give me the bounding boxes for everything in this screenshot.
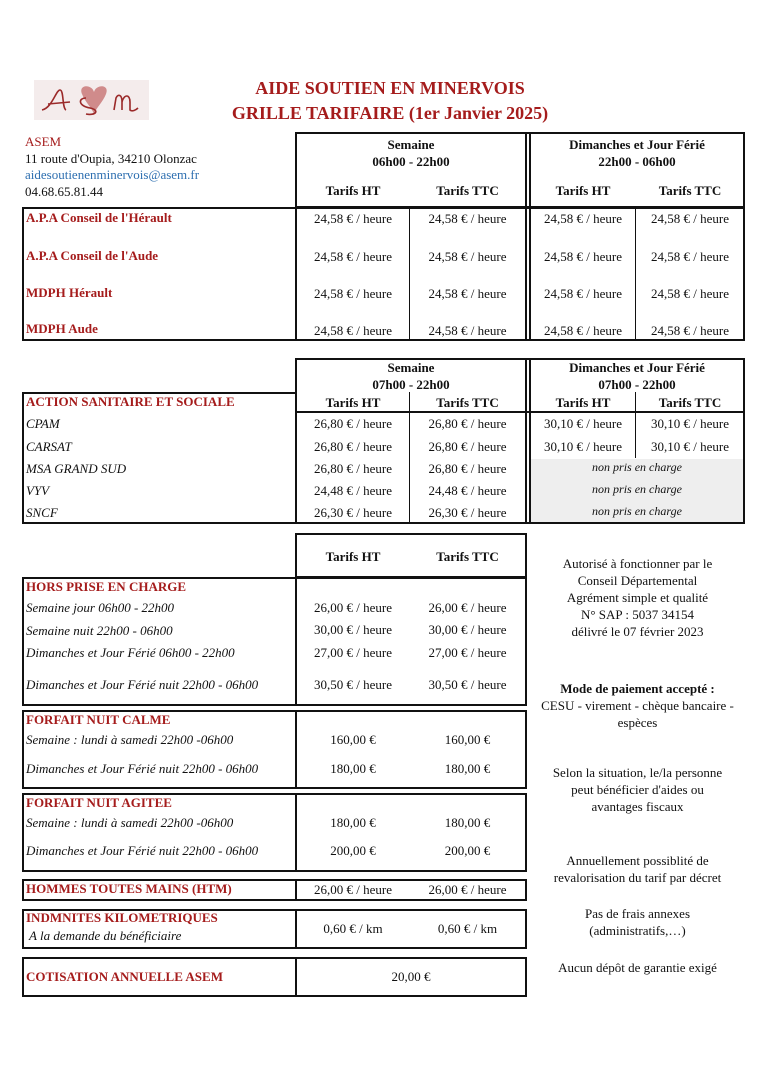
cell-value: 26,80 € / heure [314, 461, 392, 476]
row-label: SNCF [26, 505, 58, 520]
table1-body-box [22, 207, 745, 341]
cell-value: 26,80 € / heure [428, 416, 507, 431]
authorization-note: Autorisé à fonctionner par le Conseil Départemental Agrément simple et qualité N° SAP : 5037 34154 délivré le 07 février 2023 [562, 556, 713, 639]
table2-group2-hours: 07h00 - 22h00 [598, 377, 676, 392]
cell-value: 24,48 € / heure [314, 483, 392, 498]
cell-value: 26,80 € / heure [428, 461, 507, 476]
table2-col-ttc-2: Tarifs TTC [658, 395, 722, 410]
row-label: Dimanches et Jour Férié 06h00 - 22h00 [26, 645, 235, 660]
heart-logo-icon [34, 80, 149, 120]
section-title-cotisation: COTISATION ANNUELLE ASEM [26, 969, 223, 984]
not-covered-label: non pris en charge [592, 460, 682, 474]
row-label: MDPH Hérault [26, 285, 113, 300]
cell-value: 30,10 € / heure [651, 416, 729, 431]
cell-value: 26,80 € / heure [314, 416, 392, 431]
cell-value: 24,58 € / heure [651, 211, 729, 226]
section-title-agitee: FORFAIT NUIT AGITEE [26, 795, 172, 810]
cell-value: 200,00 € [444, 843, 491, 858]
table2-group1-title: Semaine [387, 360, 435, 375]
cell-value: 200,00 € [330, 843, 376, 858]
asem-logo [34, 80, 149, 120]
cell-value: 180,00 € [330, 761, 376, 776]
km-ht-value: 0,60 € / km [323, 921, 383, 936]
cell-value: 160,00 € [330, 732, 376, 747]
cell-value: 26,30 € / heure [428, 505, 507, 520]
cell-value: 160,00 € [444, 732, 491, 747]
cell-value: 24,58 € / heure [428, 323, 507, 338]
cell-value: 180,00 € [330, 815, 376, 830]
contact-email-link[interactable]: aidesoutienenminervois@asem.fr [25, 167, 200, 182]
cell-value: 30,00 € / heure [428, 622, 507, 637]
org-title: AIDE SOUTIEN EN MINERVOIS [255, 78, 525, 98]
cell-value: 24,58 € / heure [544, 323, 622, 338]
section-title-km: INDMNITES KILOMETRIQUES [26, 910, 218, 925]
cell-value: 24,58 € / heure [544, 211, 622, 226]
cell-value: 24,58 € / heure [544, 286, 622, 301]
table1-col-ttc-1: Tarifs TTC [436, 183, 499, 198]
cell-value: 26,80 € / heure [314, 439, 392, 454]
row-label: Dimanches et Jour Férié nuit 22h00 - 06h00 [26, 843, 259, 858]
deposit-note: Aucun dépôt de garantie exigé [558, 960, 717, 975]
table2-group2-title: Dimanches et Jour Férié [569, 360, 705, 375]
cell-value: 24,58 € / heure [428, 249, 507, 264]
row-label: VYV [26, 483, 50, 498]
table2-group1-hours: 07h00 - 22h00 [372, 377, 450, 392]
cell-value: 24,58 € / heure [428, 211, 507, 226]
row-label: MDPH Aude [26, 321, 98, 336]
row-label: Semaine : lundi à samedi 22h00 -06h00 [26, 732, 234, 747]
section-title-htm: HOMMES TOUTES MAINS (HTM) [26, 881, 232, 896]
revaluation-note: Annuellement possiblité de revalorisation du tarif par décret [553, 853, 722, 885]
cell-value: 26,80 € / heure [428, 439, 507, 454]
page-title: GRILLE TARIFAIRE (1er Janvier 2025) [231, 103, 549, 123]
row-label: CARSAT [26, 439, 72, 454]
cell-value: 30,10 € / heure [651, 439, 729, 454]
not-covered-label: non pris en charge [592, 482, 682, 496]
km-ttc-value: 0,60 € / km [437, 921, 498, 936]
table1-col-ht-1: Tarifs HT [325, 183, 381, 198]
cell-value: 24,58 € / heure [314, 323, 392, 338]
cell-value: 24,58 € / heure [314, 286, 392, 301]
table3-col-ht: Tarifs HT [325, 549, 381, 564]
row-label: Dimanches et Jour Férié nuit 22h00 - 06h00 [26, 677, 259, 692]
table1-group2-title: Dimanches et Jour Férié [569, 137, 705, 152]
cell-value: 30,50 € / heure [428, 677, 507, 692]
cell-value: 24,58 € / heure [314, 249, 392, 264]
cell-value: 180,00 € [444, 815, 491, 830]
km-subtitle: A la demande du bénéficiaire [29, 928, 182, 943]
cell-value: 27,00 € / heure [428, 645, 507, 660]
row-label: Semaine : lundi à samedi 22h00 -06h00 [26, 815, 234, 830]
cell-value: 30,00 € / heure [314, 622, 392, 637]
cell-value: 26,30 € / heure [314, 505, 392, 520]
cell-value: 24,58 € / heure [651, 323, 729, 338]
section-title-hors: HORS PRISE EN CHARGE [26, 579, 186, 594]
row-label: MSA GRAND SUD [26, 461, 127, 476]
cell-value: 180,00 € [444, 761, 491, 776]
row-label: Dimanches et Jour Férié nuit 22h00 - 06h00 [26, 761, 259, 776]
row-label: A.P.A Conseil de l'Hérault [26, 210, 172, 225]
cell-value: 24,58 € / heure [428, 286, 507, 301]
row-label: Semaine jour 06h00 - 22h00 [26, 600, 175, 615]
cell-value: 24,58 € / heure [314, 211, 392, 226]
not-covered-label: non pris en charge [592, 504, 682, 518]
fees-note: Pas de frais annexes (administratifs,…) [584, 906, 691, 938]
table3-col-ttc: Tarifs TTC [436, 549, 499, 564]
table2-col-ht-2: Tarifs HT [555, 395, 611, 410]
table1-col-ttc-2: Tarifs TTC [658, 183, 722, 198]
cotisation-value: 20,00 € [391, 969, 431, 984]
cell-value: 26,00 € / heure [314, 600, 392, 615]
table2-label-box [22, 392, 297, 524]
cell-value: 24,58 € / heure [651, 286, 729, 301]
table1-group1-hours: 06h00 - 22h00 [372, 154, 450, 169]
section-title-action-sanitaire: ACTION SANITAIRE ET SOCIALE [26, 394, 235, 409]
row-label: CPAM [26, 416, 60, 431]
section-title-calme: FORFAIT NUIT CALME [26, 712, 171, 727]
table1-group1-title: Semaine [387, 137, 435, 152]
contact-name: ASEM [25, 134, 62, 149]
cell-value: 30,10 € / heure [544, 439, 622, 454]
table1-group2-hours: 22h00 - 06h00 [598, 154, 676, 169]
cell-value: 24,58 € / heure [651, 249, 729, 264]
payment-title: Mode de paiement accepté : [560, 681, 715, 696]
htm-ttc-value: 26,00 € / heure [428, 882, 507, 897]
cell-value: 26,00 € / heure [428, 600, 507, 615]
row-label: Semaine nuit 22h00 - 06h00 [26, 623, 173, 638]
contact-address: 11 route d'Oupia, 34210 Olonzac [25, 151, 197, 166]
table1-col-ht-2: Tarifs HT [555, 183, 611, 198]
htm-ht-value: 26,00 € / heure [314, 882, 392, 897]
table2-col-ht-1: Tarifs HT [325, 395, 381, 410]
cell-value: 27,00 € / heure [314, 645, 392, 660]
table2-col-ttc-1: Tarifs TTC [436, 395, 499, 410]
row-label: A.P.A Conseil de l'Aude [26, 248, 159, 263]
contact-phone: 04.68.65.81.44 [25, 184, 103, 199]
aid-note: Selon la situation, le/la personne peut bénéficier d'aides ou avantages fiscaux [552, 765, 723, 814]
payment-note: Mode de paiement accepté : CESU - virement - chèque bancaire - espèces [535, 680, 740, 731]
cell-value: 24,48 € / heure [428, 483, 507, 498]
cell-value: 30,10 € / heure [544, 416, 622, 431]
cell-value: 30,50 € / heure [314, 677, 392, 692]
cell-value: 24,58 € / heure [544, 249, 622, 264]
